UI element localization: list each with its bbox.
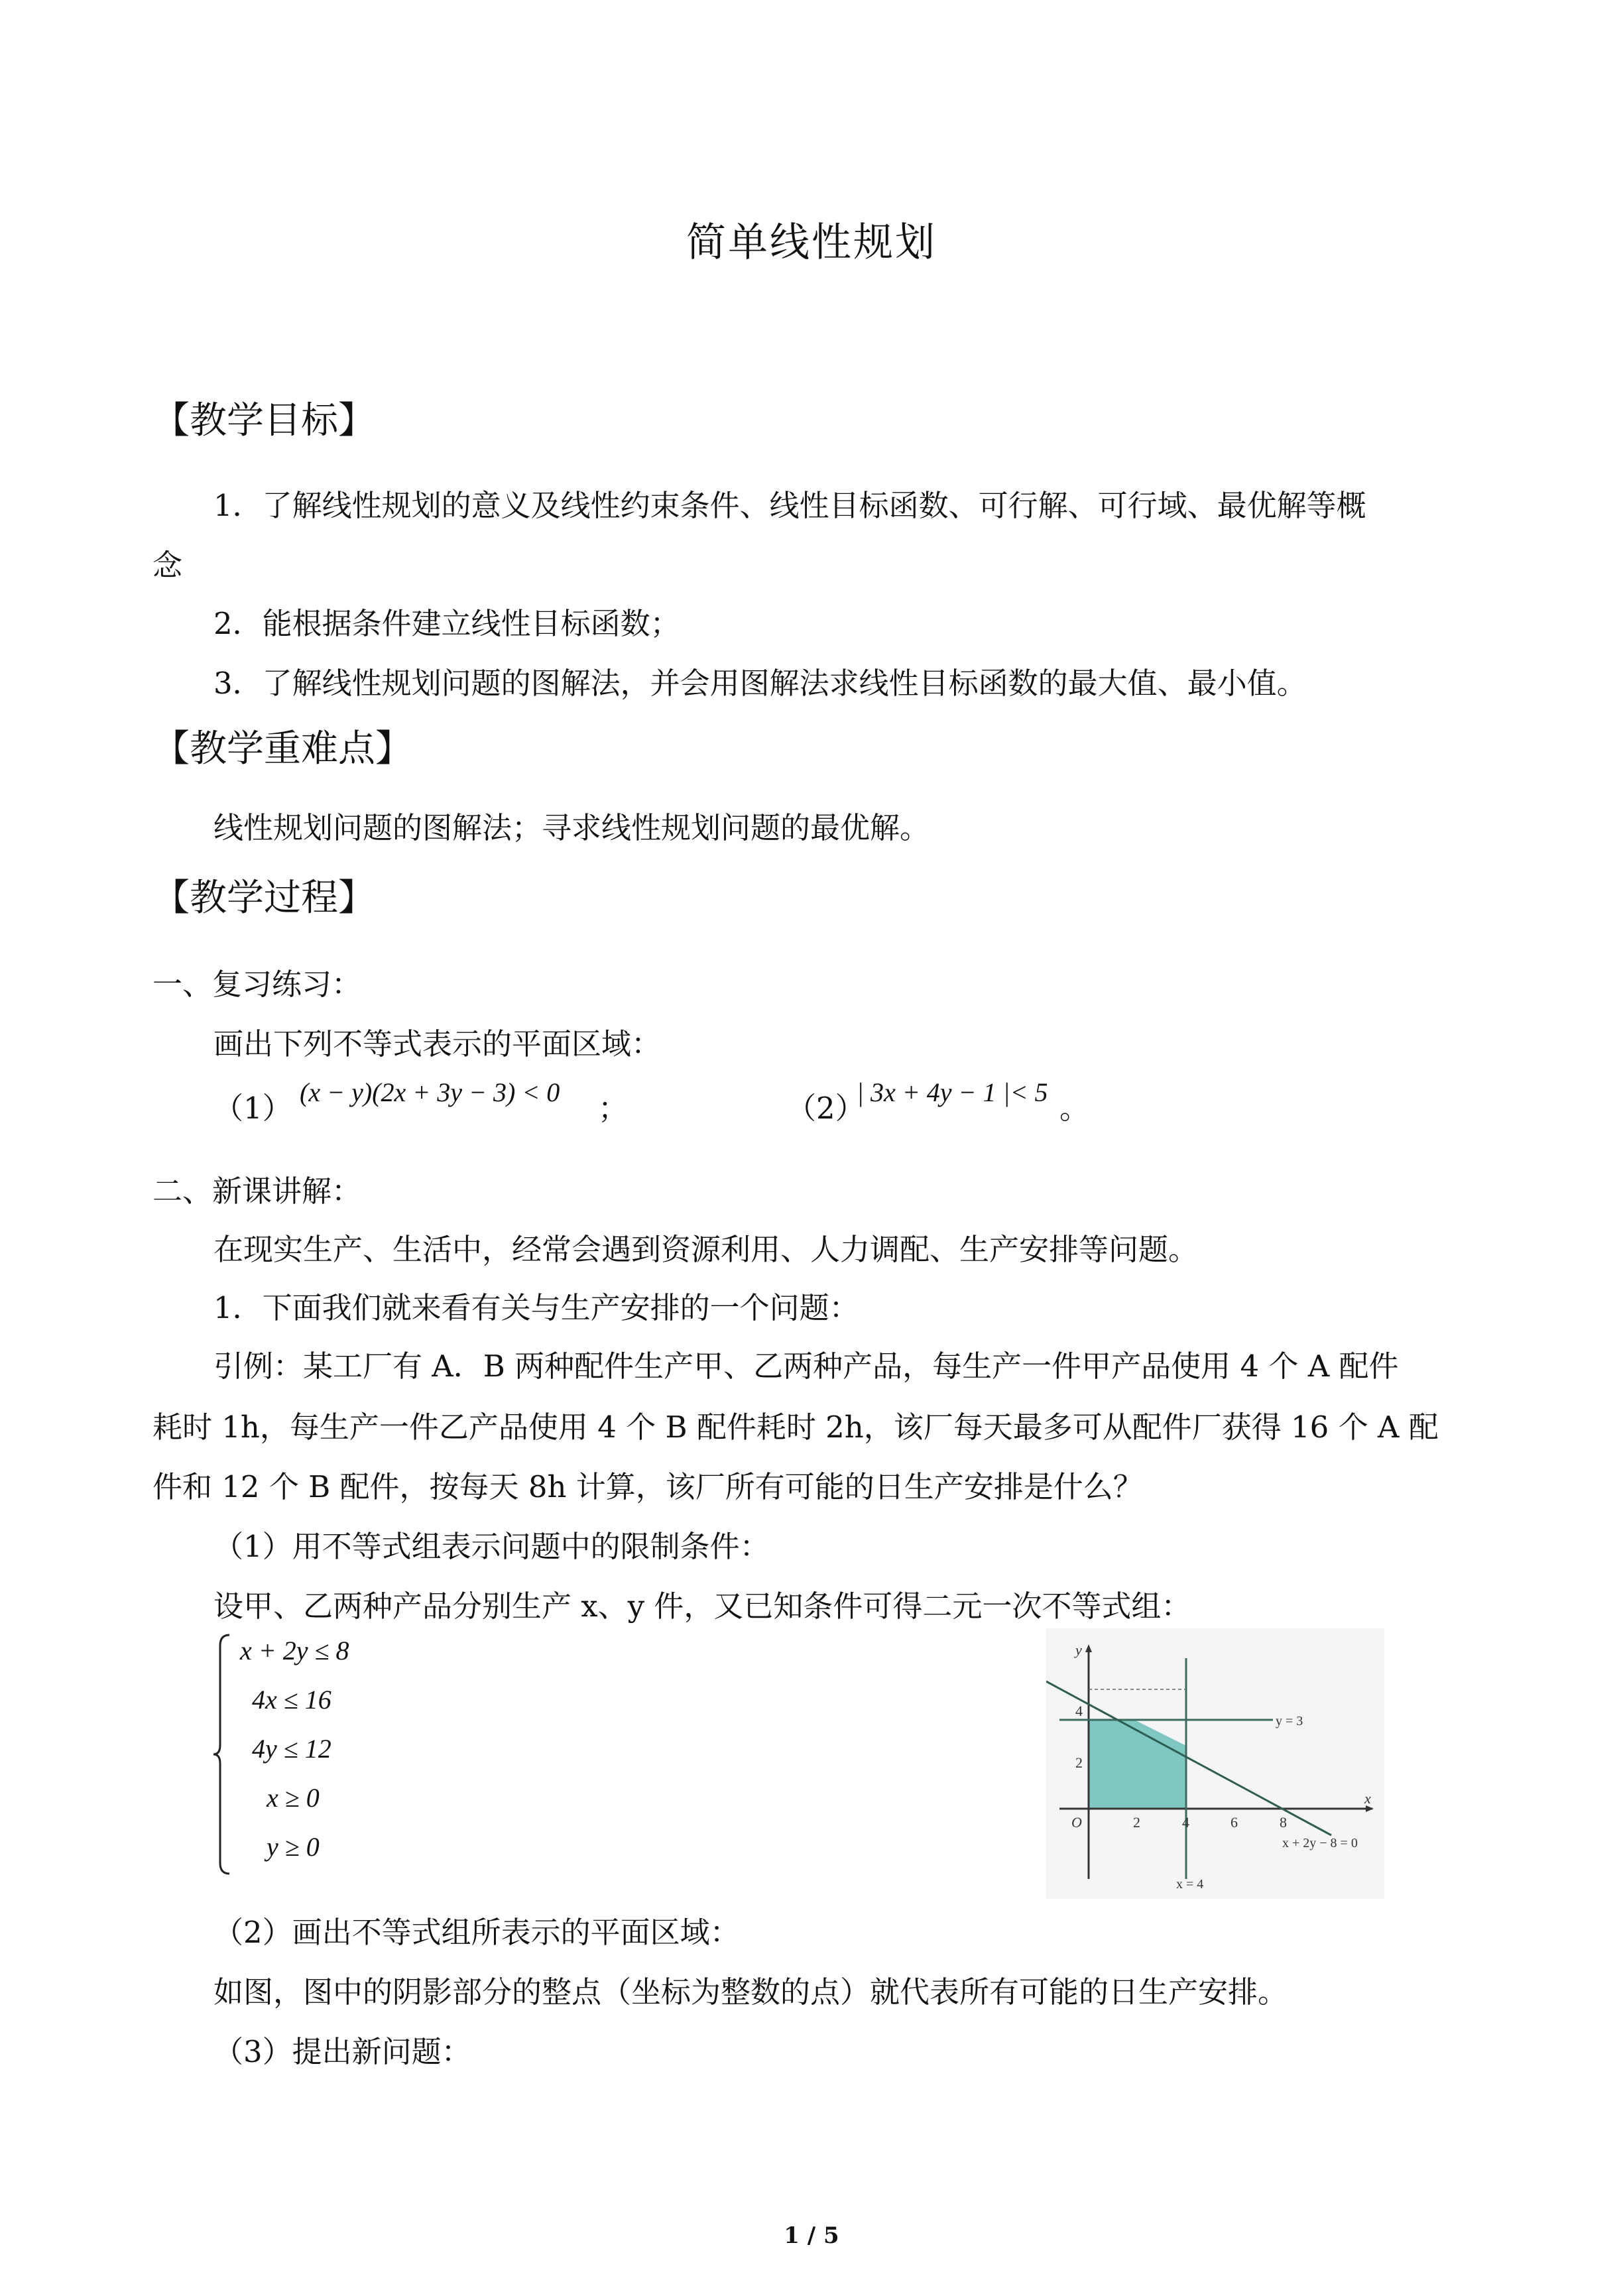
- x-tick-4: 4: [1182, 1814, 1189, 1831]
- feasible-region: [1089, 1720, 1186, 1809]
- system-ineq-1: x + 2y ≤ 8: [240, 1636, 349, 1665]
- x-tick-2: 2: [1133, 1814, 1140, 1831]
- question-1-math: (x − y)(2x + 3y − 3) < 0: [300, 1077, 560, 1107]
- new-lesson-heading: 二、新课讲解：: [152, 1174, 362, 1209]
- section-objectives: 【教学目标】: [152, 399, 375, 442]
- label-x4: x = 4: [1176, 1877, 1204, 1892]
- y-tick-2: 2: [1075, 1754, 1083, 1771]
- question-1-label: （1）: [213, 1091, 292, 1126]
- objective-2: 2．能根据条件建立线性目标函数；: [213, 606, 680, 641]
- question-2-math: | 3x + 4y − 1 |< 5: [857, 1077, 1048, 1107]
- system-ineq-3: 4y ≤ 12: [252, 1734, 331, 1764]
- review-heading: 一、复习练习：: [152, 967, 362, 1002]
- step-2-text: 如图，图中的阴影部分的整点（坐标为整数的点）就代表所有可能的日生产安排。: [213, 1974, 1288, 2010]
- system-brace: [211, 1632, 237, 1876]
- system-ineq-4: x ≥ 0: [267, 1783, 320, 1813]
- point-1: 1．下面我们就来看有关与生产安排的一个问题：: [213, 1290, 859, 1325]
- question-1-end: ；: [598, 1091, 629, 1126]
- review-instruction: 画出下列不等式表示的平面区域：: [213, 1026, 662, 1061]
- step-3: （3）提出新问题：: [213, 2034, 471, 2069]
- section-key-points: 【教学重难点】: [152, 727, 412, 770]
- label-y3: y = 3: [1276, 1714, 1303, 1728]
- axis-y-label: y: [1075, 1642, 1082, 1658]
- example-line-1: 引例：某工厂有 A．B 两种配件生产甲、乙两种产品，每生产一件甲产品使用 4 个 A 配件: [213, 1349, 1399, 1384]
- axis-x-label: x: [1364, 1790, 1371, 1807]
- question-2-label: （2）: [786, 1091, 865, 1126]
- x-tick-8: 8: [1280, 1814, 1287, 1831]
- objective-1-line2: 念: [152, 548, 183, 583]
- y-tick-4: 4: [1075, 1703, 1083, 1719]
- step-1-text: 设甲、乙两种产品分别生产 x、y 件，又已知条件可得二元一次不等式组：: [213, 1589, 1191, 1624]
- example-line-3: 件和 12 个 B 配件，按每天 8h 计算，该厂所有可能的日生产安排是什么？: [152, 1469, 1143, 1504]
- step-1: （1）用不等式组表示问题中的限制条件：: [213, 1529, 770, 1564]
- new-lesson-intro: 在现实生产、生活中，经常会遇到资源利用、人力调配、生产安排等问题。: [213, 1232, 1199, 1267]
- example-line-2: 耗时 1h，每生产一件乙产品使用 4 个 B 配件耗时 2h，该厂每天最多可从配件厂获得 16 个 A 配: [152, 1410, 1439, 1445]
- section-process: 【教学过程】: [152, 876, 375, 920]
- objective-3: 3．了解线性规划问题的图解法，并会用图解法求线性目标函数的最大值、最小值。: [213, 666, 1307, 701]
- page-title: 简单线性规划: [686, 219, 937, 266]
- key-points-text: 线性规划问题的图解法；寻求线性规划问题的最优解。: [213, 810, 930, 845]
- label-constraint-line: x + 2y − 8 = 0: [1282, 1836, 1358, 1850]
- page-number: 1 / 5: [784, 2222, 839, 2249]
- origin-label: O: [1071, 1814, 1082, 1831]
- step-2: （2）画出不等式组所表示的平面区域：: [213, 1915, 740, 1950]
- system-ineq-5: y ≥ 0: [267, 1832, 320, 1862]
- question-2-end: 。: [1059, 1091, 1090, 1126]
- feasible-region-graph: [1046, 1628, 1384, 1899]
- x-tick-6: 6: [1231, 1814, 1238, 1831]
- system-ineq-2: 4x ≤ 16: [252, 1685, 331, 1715]
- y-axis-arrow: [1085, 1644, 1092, 1652]
- objective-1-line1: 1．了解线性规划的意义及线性约束条件、线性目标函数、可行解、可行域、最优解等概: [213, 488, 1366, 523]
